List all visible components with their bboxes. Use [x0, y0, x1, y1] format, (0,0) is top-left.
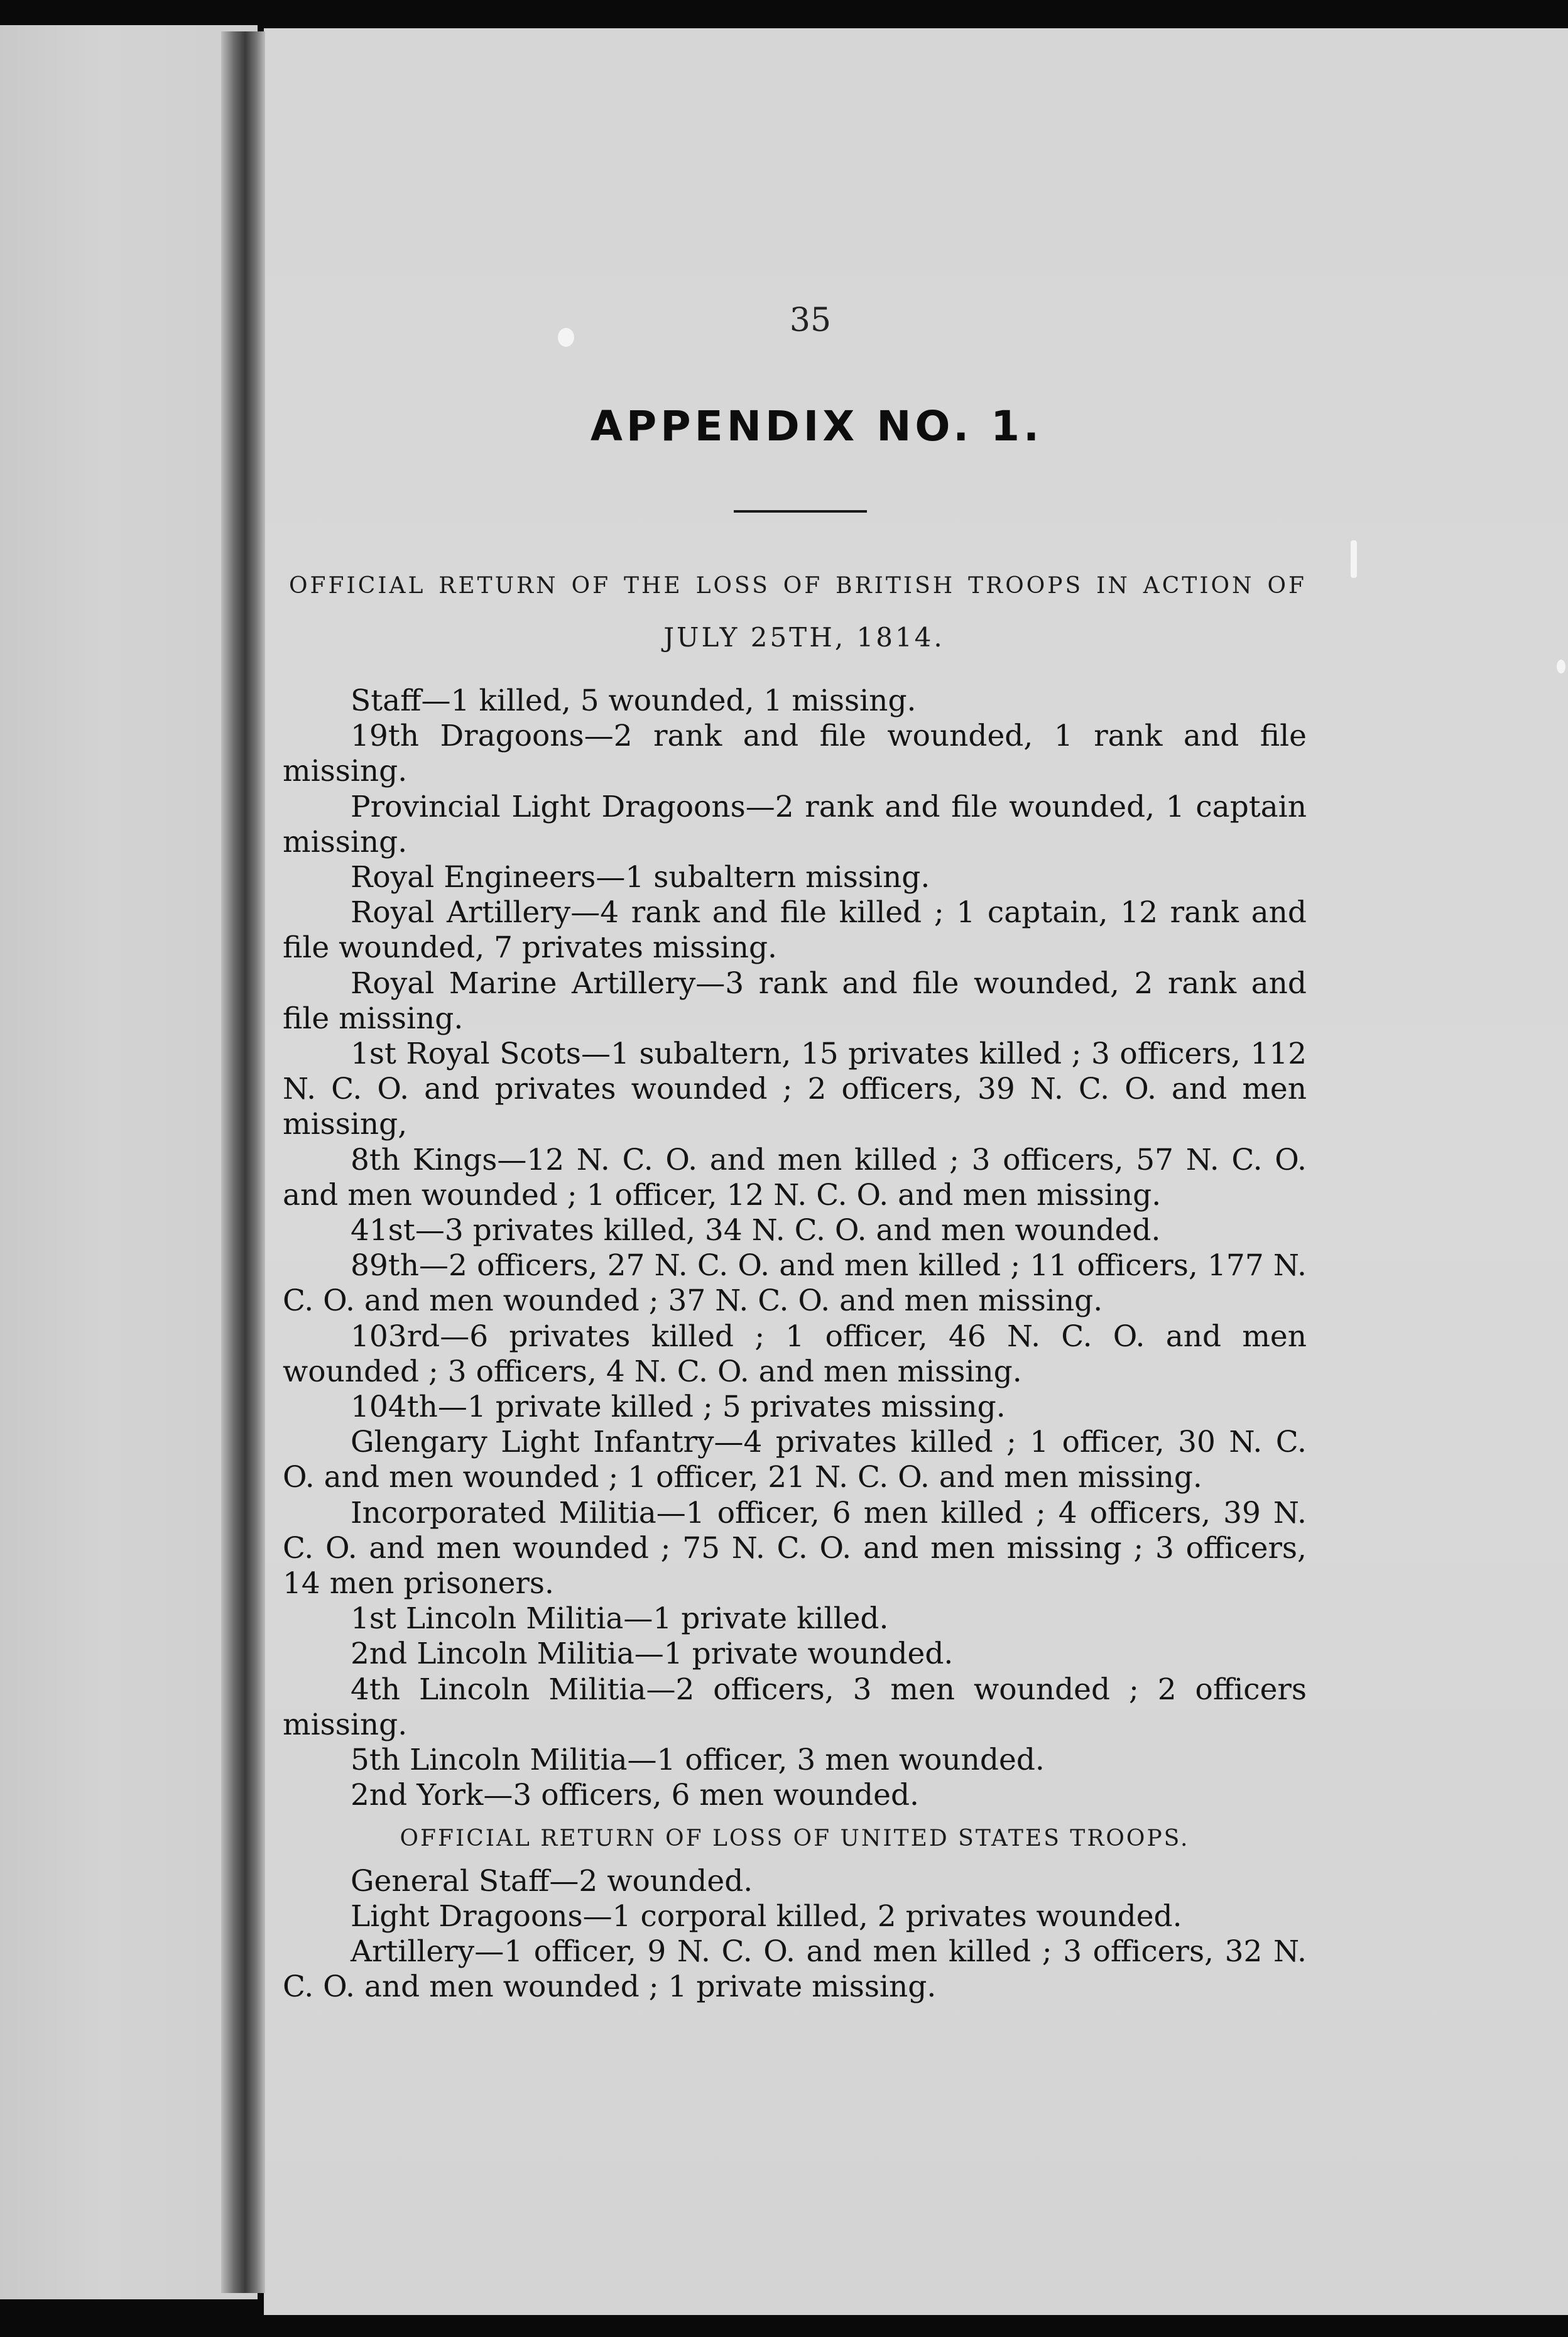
- entry-2nd-lincoln-militia: 2nd Lincoln Militia—1 private wounded.: [351, 1637, 954, 1672]
- page-number: 35: [789, 302, 832, 339]
- entry-19th-dragoons: 19th Dragoons—2 rank and file wounded, 1 rank and file missing.: [283, 719, 1307, 789]
- entry-8th-kings: 8th Kings—12 N. C. O. and men killed ; 3 officers, 57 N. C. O. and men wounded ; 1 officer, 12 N. C. O. and men missing.: [283, 1142, 1307, 1212]
- entry-us-light-dragoons: Light Dragoons—1 corporal killed, 2 privates wounded.: [351, 1898, 1182, 1934]
- left-page-edge: [0, 25, 258, 2299]
- book-gutter: [221, 31, 265, 2293]
- entry-104th: 104th—1 private killed ; 5 privates missing.: [351, 1390, 1006, 1425]
- entry-us-artillery: Artillery—1 officer, 9 N. C. O. and men killed ; 3 officers, 32 N. C. O. and men wounded ; 1 private missing.: [283, 1934, 1307, 2005]
- entry-2nd-york: 2nd York—3 officers, 6 men wounded.: [351, 1778, 919, 1813]
- entry-41st: 41st—3 privates killed, 34 N. C. O. and men wounded.: [351, 1213, 1161, 1248]
- entry-103rd: 103rd—6 privates killed ; 1 officer, 46 N. C. O. and men wounded ; 3 officers, 4 N. C. O. and men missing.: [283, 1319, 1307, 1389]
- entry-provincial-light-dragoons: Provincial Light Dragoons—2 rank and file wounded, 1 captain missing.: [283, 789, 1307, 859]
- entry-incorporated-militia: Incorporated Militia—1 officer, 6 men killed ; 4 officers, 39 N. C. O. and men wounded ; 75 N. C. O. and men missing ; 3 officers, 14 men prisoners.: [283, 1495, 1307, 1601]
- entry-4th-lincoln-militia: 4th Lincoln Militia—2 officers, 3 men wounded ; 2 officers missing.: [283, 1672, 1307, 1742]
- entry-royal-engineers: Royal Engineers—1 subaltern missing.: [351, 860, 930, 895]
- entry-5th-lincoln-militia: 5th Lincoln Militia—1 officer, 3 men wounded.: [351, 1743, 1045, 1778]
- entry-staff: Staff—1 killed, 5 wounded, 1 missing.: [351, 684, 917, 718]
- page-title: APPENDIX NO. 1.: [590, 402, 1043, 450]
- subtitle-date: JULY 25TH, 1814.: [663, 622, 945, 653]
- entry-glengary-light-infantry: Glengary Light Infantry—4 privates killed ; 1 officer, 30 N. C. O. and men wounded ; 1 officer, 21 N. C. O. and men missing.: [283, 1425, 1307, 1495]
- entry-1st-royal-scots: 1st Royal Scots—1 subaltern, 15 privates killed ; 3 officers, 112 N. C. O. and privates wounded ; 2 officers, 39 N. C. O. and men missing,: [283, 1037, 1307, 1142]
- us-section-heading: OFFICIAL RETURN OF LOSS OF UNITED STATES TROOPS.: [400, 1825, 1190, 1851]
- subtitle-line-1: OFFICIAL RETURN OF THE LOSS OF BRITISH TROOPS IN ACTION OF: [289, 573, 1307, 599]
- entry-1st-lincoln-militia: 1st Lincoln Militia—1 private killed.: [351, 1601, 889, 1637]
- casualty-list: [283, 684, 1307, 2005]
- title-rule: [734, 510, 867, 513]
- entry-us-general-staff: General Staff—2 wounded.: [351, 1863, 753, 1898]
- entry-royal-marine-artillery: Royal Marine Artillery—3 rank and file wounded, 2 rank and file missing.: [283, 966, 1307, 1036]
- entry-89th: 89th—2 officers, 27 N. C. O. and men killed ; 11 officers, 177 N. C. O. and men wounded ; 37 N. C. O. and men missing.: [283, 1248, 1307, 1319]
- entry-royal-artillery: Royal Artillery—4 rank and file killed ; 1 captain, 12 rank and file wounded, 7 privates missing.: [283, 895, 1307, 966]
